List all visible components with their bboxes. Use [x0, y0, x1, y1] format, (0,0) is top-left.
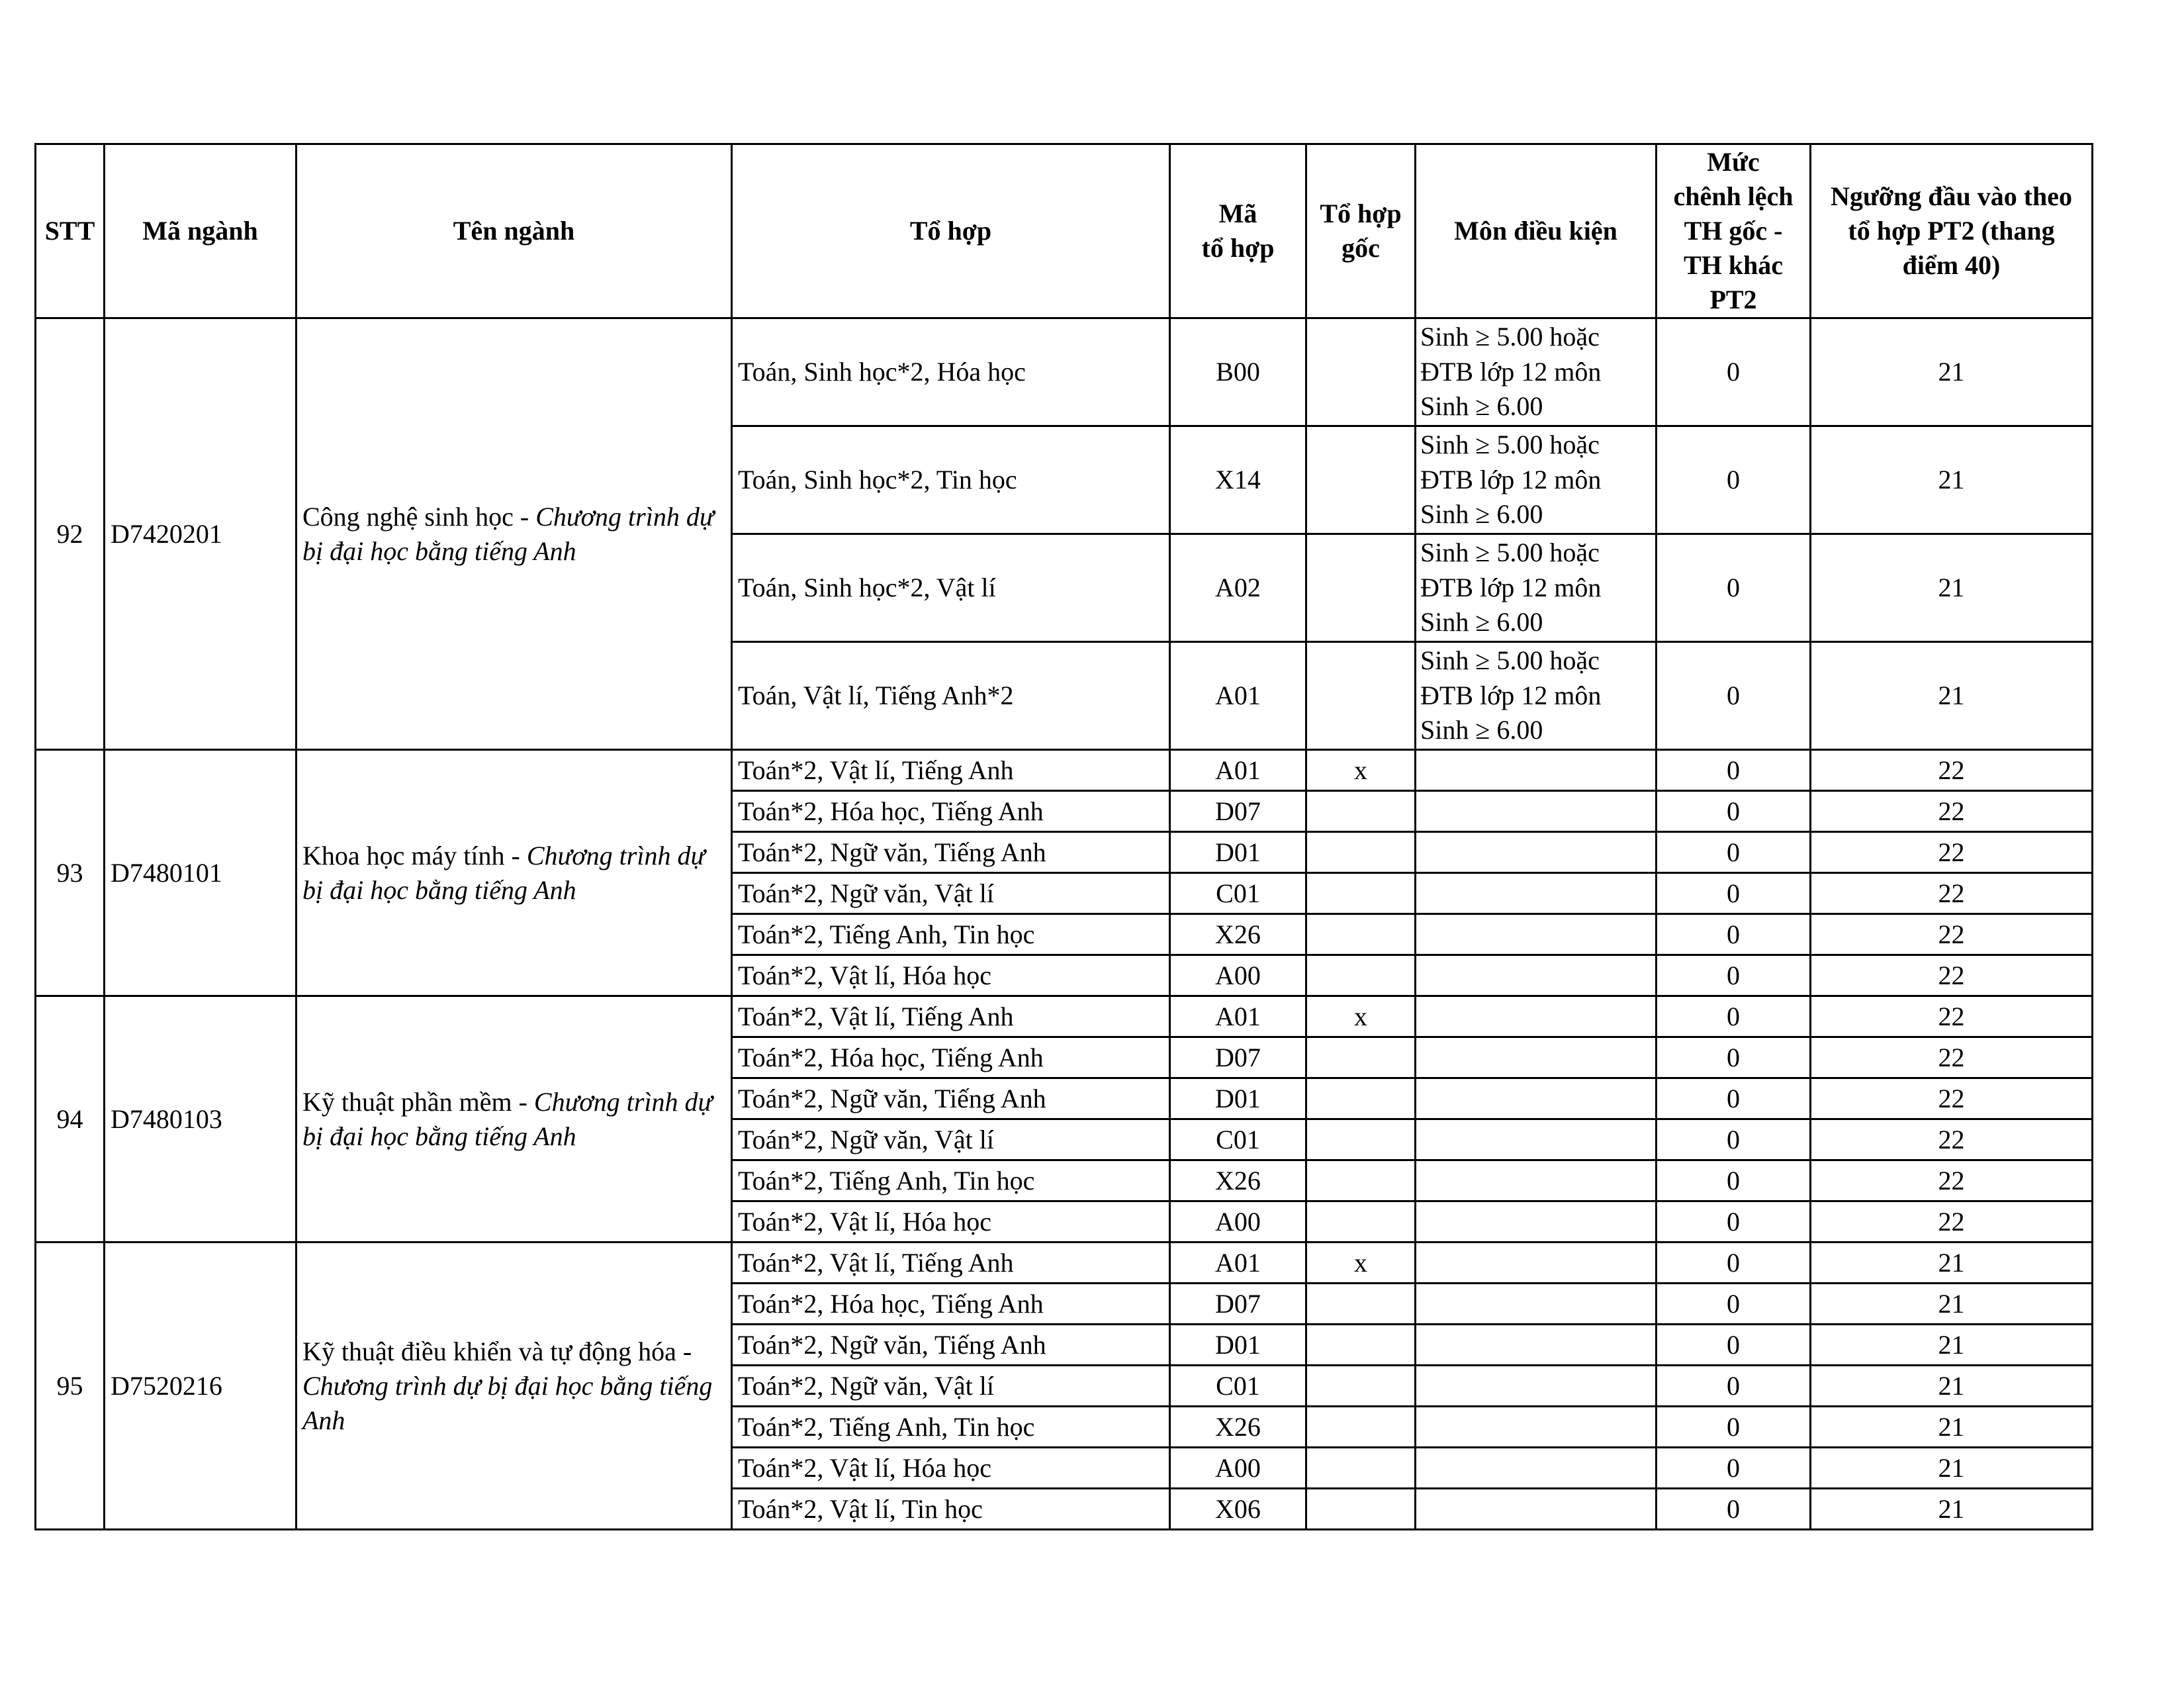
- difference-cell: 0: [1657, 534, 1811, 642]
- condition-cell: [1416, 1407, 1657, 1448]
- condition-cell: [1416, 318, 1657, 426]
- combination-cell: Toán, Vật lí, Tiếng Anh*2: [732, 642, 1170, 750]
- difference-cell: 0: [1657, 426, 1811, 534]
- program-name: [296, 318, 732, 750]
- difference-cell: 0: [1657, 955, 1811, 996]
- combination-code-cell: A02: [1170, 534, 1306, 642]
- combination-code-cell: X14: [1170, 426, 1306, 534]
- program-stt: 94: [36, 996, 105, 1243]
- threshold-cell: 22: [1811, 791, 2093, 832]
- original-combination-cell: x: [1306, 1243, 1416, 1284]
- original-combination-cell: [1306, 1489, 1416, 1530]
- combination-cell: Toán*2, Ngữ văn, Tiếng Anh: [732, 1078, 1170, 1119]
- combination-code-cell: D07: [1170, 1037, 1306, 1078]
- combination-cell: Toán, Sinh học*2, Hóa học: [732, 318, 1170, 426]
- condition-cell: [1416, 955, 1657, 996]
- condition-line: Sinh ≥ 5.00 hoặc: [1420, 321, 1600, 352]
- threshold-cell: 21: [1811, 1325, 2093, 1366]
- header-muc-chenh-lech: Mức chênh lệch TH gốc - TH khác PT2: [1657, 144, 1811, 318]
- threshold-cell: 22: [1811, 750, 2093, 791]
- original-combination-cell: [1306, 1366, 1416, 1407]
- condition-line: Sinh ≥ 6.00: [1420, 715, 1543, 745]
- program-stt: 95: [36, 1243, 105, 1530]
- original-combination-cell: [1306, 1284, 1416, 1325]
- table-row: [36, 318, 2093, 426]
- threshold-cell: 21: [1811, 318, 2093, 426]
- original-combination-cell: [1306, 1407, 1416, 1448]
- program-name: [296, 750, 732, 996]
- header-mon-dieu-kien: Môn điều kiện: [1416, 144, 1657, 318]
- condition-cell: [1416, 996, 1657, 1037]
- table-body: [36, 318, 2093, 1530]
- program-code: D7480101: [105, 750, 296, 996]
- threshold-cell: 21: [1811, 642, 2093, 750]
- combination-code-cell: A01: [1170, 642, 1306, 750]
- condition-line: ĐTB lớp 12 môn: [1420, 464, 1602, 494]
- combination-cell: Toán*2, Tiếng Anh, Tin học: [732, 1407, 1170, 1448]
- condition-line: Sinh ≥ 5.00 hoặc: [1420, 645, 1600, 675]
- combination-code-cell: D01: [1170, 1325, 1306, 1366]
- original-combination-cell: [1306, 791, 1416, 832]
- table-row: [36, 1243, 2093, 1284]
- condition-line: Sinh ≥ 5.00 hoặc: [1420, 537, 1600, 567]
- combination-code-cell: A01: [1170, 996, 1306, 1037]
- combination-code-cell: A01: [1170, 1243, 1306, 1284]
- original-combination-cell: [1306, 1037, 1416, 1078]
- condition-line: ĐTB lớp 12 môn: [1420, 356, 1602, 387]
- header-ma-nganh: Mã ngành: [105, 144, 296, 318]
- threshold-cell: 22: [1811, 955, 2093, 996]
- original-combination-cell: [1306, 832, 1416, 873]
- program-name-italic: Chương trình dự bị đại học bằng tiếng Anh: [302, 1370, 713, 1435]
- threshold-cell: 22: [1811, 1201, 2093, 1243]
- threshold-cell: 21: [1811, 534, 2093, 642]
- original-combination-cell: [1306, 426, 1416, 534]
- combination-code-cell: C01: [1170, 873, 1306, 914]
- program-name-text: Công nghệ sinh học -: [302, 501, 536, 532]
- combination-cell: Toán*2, Vật lí, Tiếng Anh: [732, 750, 1170, 791]
- combination-cell: Toán*2, Vật lí, Hóa học: [732, 955, 1170, 996]
- condition-cell: [1416, 832, 1657, 873]
- program-name-italic: Chương trình dự bị đại học bằng tiếng Anh: [302, 501, 714, 566]
- combination-cell: Toán*2, Vật lí, Hóa học: [732, 1448, 1170, 1489]
- combination-cell: Toán*2, Ngữ văn, Tiếng Anh: [732, 832, 1170, 873]
- threshold-cell: 21: [1811, 1489, 2093, 1530]
- original-combination-cell: [1306, 1160, 1416, 1201]
- threshold-cell: 22: [1811, 1160, 2093, 1201]
- original-combination-cell: [1306, 1448, 1416, 1489]
- header-ten-nganh: Tên ngành: [296, 144, 732, 318]
- difference-cell: 0: [1657, 1201, 1811, 1243]
- difference-cell: 0: [1657, 914, 1811, 955]
- combination-code-cell: X06: [1170, 1489, 1306, 1530]
- difference-cell: 0: [1657, 1448, 1811, 1489]
- difference-cell: 0: [1657, 1407, 1811, 1448]
- combination-cell: Toán*2, Vật lí, Tiếng Anh: [732, 1243, 1170, 1284]
- difference-cell: 0: [1657, 1489, 1811, 1530]
- program-stt: 93: [36, 750, 105, 996]
- header-stt: STT: [36, 144, 105, 318]
- difference-cell: 0: [1657, 791, 1811, 832]
- combination-cell: Toán*2, Ngữ văn, Vật lí: [732, 1119, 1170, 1160]
- condition-cell: [1416, 426, 1657, 534]
- original-combination-cell: [1306, 955, 1416, 996]
- combination-cell: Toán, Sinh học*2, Vật lí: [732, 534, 1170, 642]
- condition-cell: [1416, 914, 1657, 955]
- table-row: [36, 996, 2093, 1037]
- program-name-italic: Chương trình dự bị đại học bằng tiếng Anh: [302, 840, 705, 905]
- combination-code-cell: A00: [1170, 1201, 1306, 1243]
- combination-code-cell: D01: [1170, 832, 1306, 873]
- combination-code-cell: A01: [1170, 750, 1306, 791]
- condition-cell: [1416, 1284, 1657, 1325]
- header-to-hop: Tổ hợp: [732, 144, 1170, 318]
- program-name: [296, 1243, 732, 1530]
- program-name-text: Khoa học máy tính -: [302, 840, 527, 870]
- condition-line: Sinh ≥ 6.00: [1420, 499, 1543, 530]
- combination-cell: Toán*2, Vật lí, Hóa học: [732, 1201, 1170, 1243]
- condition-line: ĐTB lớp 12 môn: [1420, 572, 1602, 602]
- difference-cell: 0: [1657, 642, 1811, 750]
- combination-code-cell: D07: [1170, 1284, 1306, 1325]
- difference-cell: 0: [1657, 1366, 1811, 1407]
- threshold-cell: 21: [1811, 1284, 2093, 1325]
- program-code: D7420201: [105, 318, 296, 750]
- condition-cell: [1416, 1078, 1657, 1119]
- admission-threshold-table: [34, 143, 2093, 1530]
- header-ma-to-hop: Mã tổ hợp: [1170, 144, 1306, 318]
- condition-cell: [1416, 791, 1657, 832]
- combination-cell: Toán*2, Vật lí, Tin học: [732, 1489, 1170, 1530]
- condition-cell: [1416, 534, 1657, 642]
- program-name-text: Kỹ thuật phần mềm -: [302, 1086, 534, 1117]
- threshold-cell: 21: [1811, 1243, 2093, 1284]
- threshold-cell: 21: [1811, 1407, 2093, 1448]
- condition-line: Sinh ≥ 5.00 hoặc: [1420, 429, 1600, 459]
- difference-cell: 0: [1657, 1078, 1811, 1119]
- program-name: [296, 996, 732, 1243]
- threshold-cell: 22: [1811, 873, 2093, 914]
- condition-cell: [1416, 1366, 1657, 1407]
- condition-cell: [1416, 1489, 1657, 1530]
- original-combination-cell: [1306, 1201, 1416, 1243]
- combination-cell: Toán*2, Hóa học, Tiếng Anh: [732, 1037, 1170, 1078]
- difference-cell: 0: [1657, 750, 1811, 791]
- combination-code-cell: C01: [1170, 1119, 1306, 1160]
- threshold-cell: 21: [1811, 426, 2093, 534]
- combination-cell: Toán*2, Ngữ văn, Vật lí: [732, 1366, 1170, 1407]
- threshold-cell: 22: [1811, 996, 2093, 1037]
- condition-line: Sinh ≥ 6.00: [1420, 391, 1543, 422]
- condition-cell: [1416, 750, 1657, 791]
- combination-code-cell: D01: [1170, 1078, 1306, 1119]
- condition-cell: [1416, 1448, 1657, 1489]
- combination-cell: Toán*2, Tiếng Anh, Tin học: [732, 914, 1170, 955]
- original-combination-cell: [1306, 642, 1416, 750]
- condition-cell: [1416, 1160, 1657, 1201]
- original-combination-cell: x: [1306, 750, 1416, 791]
- difference-cell: 0: [1657, 832, 1811, 873]
- threshold-cell: 21: [1811, 1448, 2093, 1489]
- program-code: D7480103: [105, 996, 296, 1243]
- program-code: D7520216: [105, 1243, 296, 1530]
- condition-cell: [1416, 1201, 1657, 1243]
- combination-code-cell: X26: [1170, 1407, 1306, 1448]
- difference-cell: 0: [1657, 1119, 1811, 1160]
- original-combination-cell: [1306, 1078, 1416, 1119]
- combination-cell: Toán*2, Hóa học, Tiếng Anh: [732, 1284, 1170, 1325]
- threshold-cell: 22: [1811, 832, 2093, 873]
- threshold-cell: 21: [1811, 1366, 2093, 1407]
- condition-cell: [1416, 642, 1657, 750]
- difference-cell: 0: [1657, 1284, 1811, 1325]
- condition-line: Sinh ≥ 6.00: [1420, 607, 1543, 637]
- difference-cell: 0: [1657, 873, 1811, 914]
- original-combination-cell: [1306, 914, 1416, 955]
- threshold-cell: 22: [1811, 1078, 2093, 1119]
- condition-cell: [1416, 873, 1657, 914]
- original-combination-cell: x: [1306, 996, 1416, 1037]
- condition-line: ĐTB lớp 12 môn: [1420, 680, 1602, 710]
- combination-cell: Toán*2, Vật lí, Tiếng Anh: [732, 996, 1170, 1037]
- combination-cell: Toán*2, Ngữ văn, Vật lí: [732, 873, 1170, 914]
- difference-cell: 0: [1657, 1037, 1811, 1078]
- combination-cell: Toán*2, Hóa học, Tiếng Anh: [732, 791, 1170, 832]
- original-combination-cell: [1306, 1325, 1416, 1366]
- condition-cell: [1416, 1037, 1657, 1078]
- header-to-hop-goc: Tổ hợp gốc: [1306, 144, 1416, 318]
- combination-code-cell: B00: [1170, 318, 1306, 426]
- combination-code-cell: X26: [1170, 1160, 1306, 1201]
- program-name-text: Kỹ thuật điều khiển và tự động hóa -: [302, 1336, 692, 1366]
- threshold-cell: 22: [1811, 1119, 2093, 1160]
- difference-cell: 0: [1657, 996, 1811, 1037]
- original-combination-cell: [1306, 318, 1416, 426]
- combination-cell: Toán, Sinh học*2, Tin học: [732, 426, 1170, 534]
- threshold-cell: 22: [1811, 914, 2093, 955]
- original-combination-cell: [1306, 534, 1416, 642]
- program-stt: 92: [36, 318, 105, 750]
- program-name-italic: Chương trình dự bị đại học bằng tiếng Anh: [302, 1086, 713, 1151]
- combination-code-cell: C01: [1170, 1366, 1306, 1407]
- table-row: [36, 750, 2093, 791]
- threshold-cell: 22: [1811, 1037, 2093, 1078]
- combination-cell: Toán*2, Tiếng Anh, Tin học: [732, 1160, 1170, 1201]
- combination-code-cell: D07: [1170, 791, 1306, 832]
- combination-code-cell: X26: [1170, 914, 1306, 955]
- condition-cell: [1416, 1243, 1657, 1284]
- difference-cell: 0: [1657, 1325, 1811, 1366]
- difference-cell: 0: [1657, 1243, 1811, 1284]
- difference-cell: 0: [1657, 318, 1811, 426]
- combination-code-cell: A00: [1170, 955, 1306, 996]
- header-row: [36, 144, 2093, 318]
- condition-cell: [1416, 1325, 1657, 1366]
- header-nguong: Ngưỡng đầu vào theo tổ hợp PT2 (thang điểm 40): [1811, 144, 2093, 318]
- original-combination-cell: [1306, 1119, 1416, 1160]
- difference-cell: 0: [1657, 1160, 1811, 1201]
- condition-cell: [1416, 1119, 1657, 1160]
- original-combination-cell: [1306, 873, 1416, 914]
- combination-code-cell: A00: [1170, 1448, 1306, 1489]
- combination-cell: Toán*2, Ngữ văn, Tiếng Anh: [732, 1325, 1170, 1366]
